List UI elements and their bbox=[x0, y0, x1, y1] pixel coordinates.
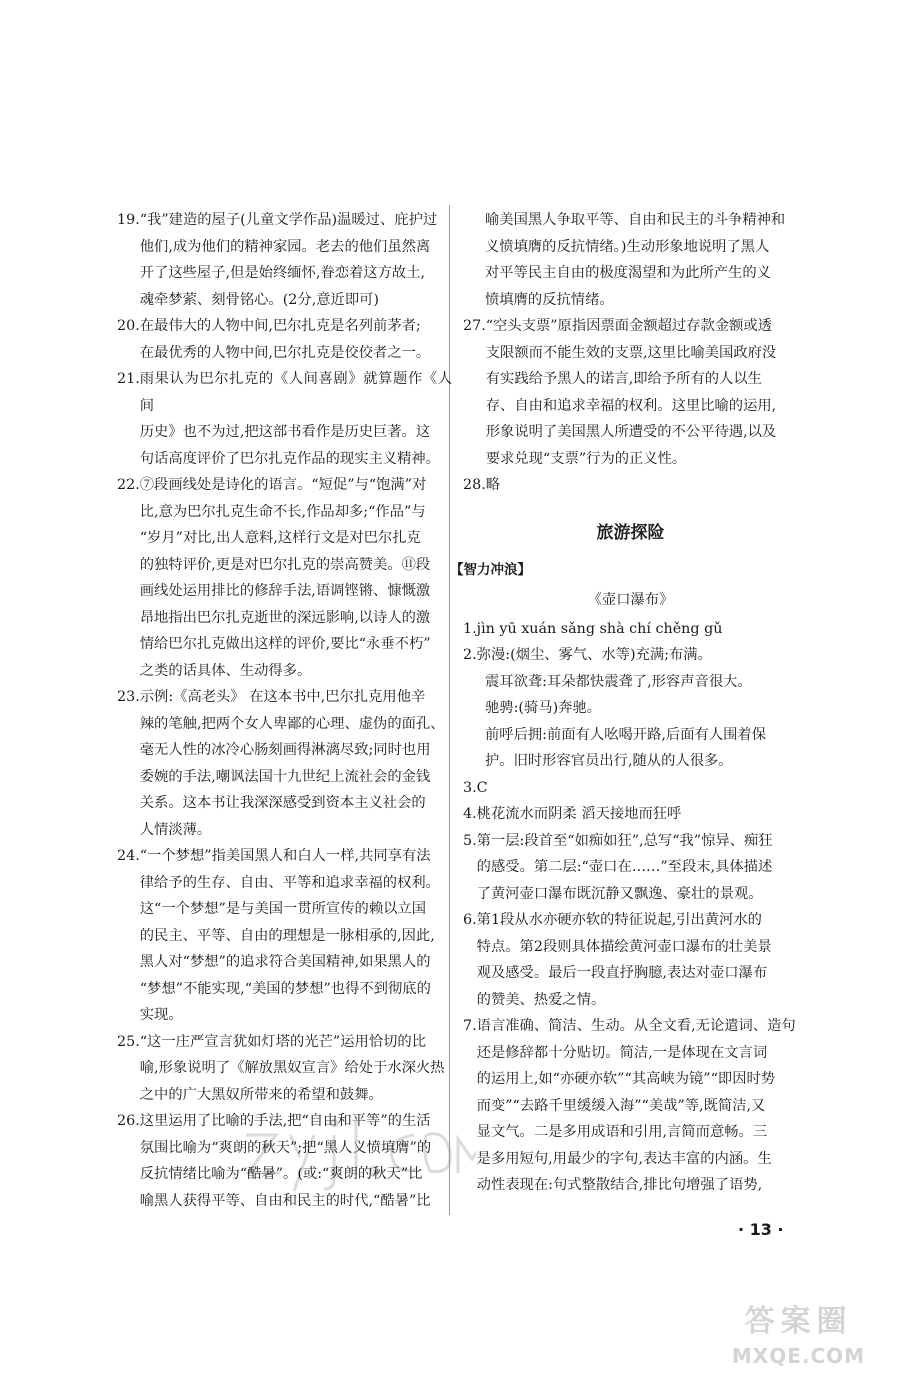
answer-line: 还是修辞都十分贴切。简洁,一是体现在文言词 bbox=[476, 1044, 768, 1061]
answer-line: 句话高度评价了巴尔扎克作品的现实主义精神。 bbox=[139, 450, 440, 467]
answer-item bbox=[463, 1013, 798, 1199]
answer-line: 第一层:段首至“如痴如狂”,总写“我”惊异、痴狂 bbox=[476, 832, 773, 849]
section-title: 旅游探险 bbox=[596, 522, 665, 543]
answer-number: 26. bbox=[117, 1113, 140, 1129]
answer-number: 22. bbox=[117, 477, 140, 493]
answer-extra-line: 前呼后拥:前面有人吆喝开路,后面有人围着保 bbox=[485, 726, 766, 743]
watermark-logo-text: 答案圈 bbox=[744, 1304, 853, 1339]
answer-item bbox=[463, 775, 798, 802]
answer-line: 的感受。第二层:“壶口在……”至段末,具体描述 bbox=[476, 859, 773, 875]
answer-line: 对平等民主自由的极度渴望和为此所产生的义 bbox=[485, 265, 771, 281]
passage-title: 《壶口瀑布》 bbox=[587, 592, 674, 608]
answer-line: 雨果认为巴尔扎克的《人间喜剧》就算题作《人间 bbox=[139, 371, 452, 414]
answer-text bbox=[477, 828, 798, 908]
answer-number: 23. bbox=[117, 689, 140, 705]
answer-line: 义愤填膺的反抗情绪。)生动形象地说明了黑人 bbox=[485, 238, 770, 255]
answer-item bbox=[117, 366, 452, 472]
answer-line: 在最优秀的人物中间,巴尔扎克是佼佼者之一。 bbox=[139, 344, 431, 361]
answer-line: 是多用短句,用最少的字句,表达丰富的内涵。生 bbox=[476, 1150, 772, 1167]
answer-line: 特点。第2段则具体描绘黄河壶口瀑布的壮美景 bbox=[476, 938, 772, 955]
answer-line: 比,意为巴尔扎克生命不长,作品却多;“作品”与 bbox=[139, 503, 426, 520]
answer-line: 的赞美、热爱之情。 bbox=[476, 991, 606, 1008]
answer-number: 5. bbox=[463, 832, 477, 849]
answer-text bbox=[140, 684, 452, 843]
answer-line: 昂地指出巴尔扎克逝世的深远影响,以诗人的激 bbox=[139, 609, 431, 626]
answer-item bbox=[117, 843, 452, 1029]
answer-number: 24. bbox=[117, 848, 140, 864]
continued-answer bbox=[463, 207, 798, 313]
answer-line: “梦想”不能实现,“美国的梦想”也得不到彻底的 bbox=[139, 980, 431, 997]
answer-number: 4. bbox=[463, 806, 477, 822]
answer-line: 他们,成为他们的精神家园。老去的他们虽然离 bbox=[139, 238, 431, 255]
answer-line: 语言准确、简洁、生动。从全文看,无论遣词、造句 bbox=[476, 1018, 796, 1034]
answer-number: 25. bbox=[117, 1033, 140, 1050]
answer-text bbox=[477, 616, 798, 643]
answer-line: 实现。 bbox=[139, 1007, 183, 1023]
answer-line: 委婉的手法,嘲讽法国十九世纪上流社会的金钱 bbox=[139, 768, 431, 785]
answer-extra-line: 震耳欲聋:耳朵都快震聋了,形容声音很大。 bbox=[485, 673, 752, 690]
answer-line: 之中的广大黑奴所带来的希望和鼓舞。 bbox=[139, 1086, 383, 1103]
answer-line: 动性表现在:句式整散结合,排比句增强了语势, bbox=[476, 1177, 763, 1193]
answer-text bbox=[140, 207, 452, 313]
answer-item bbox=[463, 642, 798, 669]
answer-item bbox=[463, 907, 798, 1013]
answer-text bbox=[486, 313, 798, 472]
answer-line: 支限额而不能生效的支票,这里比喻美国政府没 bbox=[485, 344, 777, 361]
answer-text bbox=[140, 843, 452, 1029]
left-column bbox=[117, 207, 452, 1214]
section-tag: 【智力冲浪】 bbox=[450, 561, 531, 578]
answer-line: 这里运用了比喻的手法,把“自由和平等”的生活 bbox=[139, 1113, 431, 1129]
answer-text bbox=[477, 1013, 798, 1199]
answer-line: 喻美国黑人争取平等、自由和民主的斗争精神和 bbox=[485, 212, 786, 228]
answer-line: 魂牵梦萦、刻骨铭心。(2分,意近即可) bbox=[139, 291, 379, 308]
answer-line: “一个梦想”指美国黑人和白人一样,共同享有法 bbox=[139, 848, 431, 864]
answer-line: 愤填膺的反抗情绪。 bbox=[485, 291, 614, 308]
answer-line: 辣的笔触,把两个女人卑鄙的心理、虚伪的面孔、 bbox=[139, 715, 445, 732]
answer-item bbox=[117, 472, 452, 684]
answer-number: 21. bbox=[117, 371, 140, 387]
answer-text bbox=[140, 1029, 452, 1109]
answer-line: “这一庄严宣言犹如灯塔的光芒”运用恰切的比 bbox=[139, 1033, 427, 1050]
answer-line: 弥漫:(烟尘、雾气、水等)充满;布满。 bbox=[476, 647, 712, 663]
answer-text bbox=[477, 801, 798, 828]
answer-line: “我”建造的屋子(儿童文学作品)温暖过、庇护过 bbox=[139, 212, 438, 228]
answer-extra-line: 驰骋:(骑马)奔驰。 bbox=[485, 700, 602, 716]
answer-item bbox=[117, 313, 452, 366]
answer-line: “岁月”对比,出人意料,这样行文是对巴尔扎克 bbox=[139, 530, 421, 546]
page-number: · 13 · bbox=[738, 1220, 784, 1239]
answer-number: 19. bbox=[117, 212, 140, 228]
answer-line: 人情淡薄。 bbox=[139, 821, 212, 838]
answer-line: 显文气。二是多用成语和引用,言简而意畅。三 bbox=[476, 1124, 768, 1140]
answer-number: 6. bbox=[463, 912, 477, 928]
answer-line: 有实践给予黑人的诺言,即给予所有的人以生 bbox=[485, 371, 762, 387]
answer-line: 的独特评价,更是对巴尔扎克的崇高赞美。⑪段 bbox=[139, 556, 431, 573]
answer-line: 的民主、平等、自由的理想是一脉相承的,因此, bbox=[139, 927, 435, 944]
answer-line: 情给巴尔扎克做出这样的评价,要比“永垂不朽” bbox=[139, 636, 431, 652]
answer-number: 3. bbox=[463, 779, 477, 796]
answer-line: 存、自由和追求幸福的权利。这里比喻的运用, bbox=[485, 397, 777, 414]
answer-text bbox=[477, 775, 798, 802]
answer-text bbox=[477, 907, 798, 1013]
answer-line: 黑人对“梦想”的追求符合美国精神,如果黑人的 bbox=[139, 954, 431, 970]
right-column bbox=[450, 207, 798, 1199]
answer-line: 示例:《高老头》 在这本书中,巴尔扎克用他辛 bbox=[139, 689, 426, 705]
answer-text bbox=[486, 472, 798, 499]
answer-line: 历史》也不为过,把这部书看作是历史巨著。这 bbox=[139, 424, 431, 440]
answer-number: 2. bbox=[463, 647, 477, 663]
answer-line: 的运用上,如“亦硬亦软”“其高峡为镜”“即因时势 bbox=[476, 1071, 776, 1087]
watermark-url: MXQE.COM bbox=[731, 1344, 866, 1368]
answer-line: 喻,形象说明了《解放黑奴宣言》给处于水深火热 bbox=[139, 1060, 445, 1076]
answer-line: 这“一个梦想”是与美国一贯所宣传的赖以立国 bbox=[139, 901, 427, 917]
answer-line: 关系。这本书让我深深感受到资本主义社会的 bbox=[139, 795, 426, 811]
answer-line: ⑦段画线处是诗化的语言。“短促”与“饱满”对 bbox=[139, 477, 427, 493]
answer-line: 喻黑人获得平等、自由和民主的时代,“酷暑”比 bbox=[139, 1192, 431, 1209]
answer-line: 反抗情绪比喻为“酷暑”。(或:“爽朗的秋天”比 bbox=[139, 1166, 423, 1182]
answer-item bbox=[463, 472, 798, 499]
answer-item bbox=[117, 1029, 452, 1109]
answer-line: 观及感受。最后一段直抒胸臆,表达对壶口瀑布 bbox=[476, 965, 768, 981]
answer-number: 28. bbox=[463, 477, 486, 493]
answer-item bbox=[463, 616, 798, 643]
answer-item bbox=[117, 207, 452, 313]
answer-line: 要求兑现“支票”行为的正义性。 bbox=[485, 450, 687, 467]
answer-line: C bbox=[476, 779, 488, 796]
answer-line: 毫无人性的冰冷心肠刻画得淋漓尽致;同时也用 bbox=[139, 742, 431, 758]
answer-number: 27. bbox=[463, 318, 486, 334]
answer-line: 桃花流水而阴柔 滔天接地而狂呼 bbox=[476, 806, 682, 822]
answer-line: 之类的话具体、生动得多。 bbox=[139, 662, 312, 679]
answer-number: 1. bbox=[463, 620, 477, 637]
answer-line: jìn yū xuán sǎng shà chí chěng gǔ bbox=[476, 620, 723, 637]
answer-line: 第1段从水亦硬亦软的特征说起,引出黄河水的 bbox=[476, 912, 762, 928]
answer-item bbox=[117, 1108, 452, 1214]
answer-text bbox=[140, 1108, 452, 1214]
answer-line: 氛围比喻为“爽朗的秋天”;把“黑人义愤填膺”的 bbox=[139, 1139, 432, 1156]
answer-item bbox=[463, 828, 798, 908]
site-watermark bbox=[711, 1300, 886, 1380]
answer-line: 形象说明了美国黑人所遭受的不公平待遇,以及 bbox=[485, 424, 777, 440]
answer-item bbox=[117, 684, 452, 843]
answer-text bbox=[140, 472, 452, 684]
answer-line: 开了这些屋子,但是始终缅怀,眷恋着这方故土, bbox=[139, 265, 426, 281]
answer-text bbox=[140, 366, 452, 472]
answer-number: 7. bbox=[463, 1018, 477, 1034]
answer-line: 而变”“去路千里缓缓入海”“美哉”等,既简洁,又 bbox=[476, 1097, 766, 1114]
answer-extra-line: 护。旧时形容官员出行,随从的人很多。 bbox=[485, 753, 733, 769]
answer-line: 略 bbox=[485, 477, 501, 493]
answer-item bbox=[463, 801, 798, 828]
answer-number: 20. bbox=[117, 318, 140, 334]
answer-line: 律给予的生存、自由、平等和追求幸福的权利。 bbox=[139, 874, 440, 891]
answer-text bbox=[140, 313, 452, 366]
answer-line: 在最伟大的人物中间,巴尔扎克是名列前茅者; bbox=[139, 318, 421, 334]
answer-line: “空头支票”原指因票面金额超过存款金额或透 bbox=[485, 318, 773, 334]
answer-text bbox=[477, 642, 798, 669]
answer-line: 了黄河壶口瀑布既沉静又飘逸、豪壮的景观。 bbox=[476, 885, 763, 902]
answer-item bbox=[463, 313, 798, 472]
answer-line: 画线处运用排比的修辞手法,语调铿锵、慷慨激 bbox=[139, 583, 431, 599]
